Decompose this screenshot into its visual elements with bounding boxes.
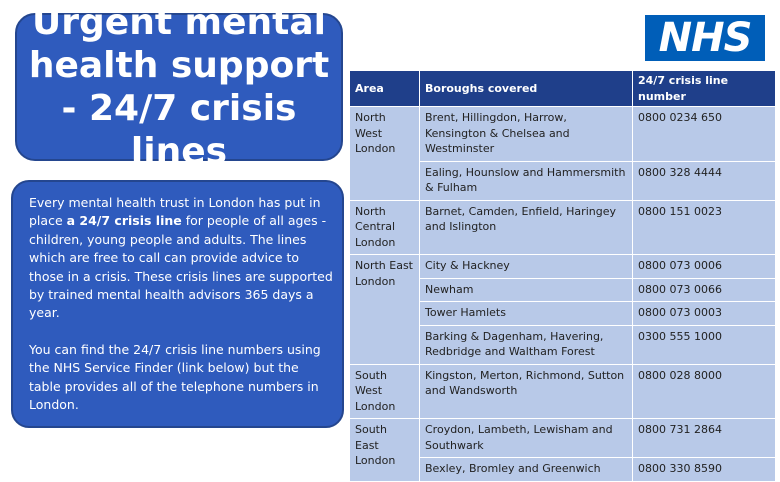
boroughs-cell: Tower Hamlets [420,302,633,326]
boroughs-cell: Barnet, Camden, Enfield, Haringey and Islington [420,200,633,255]
phone-number-cell: 0800 073 0066 [633,278,776,302]
phone-number-cell: 0800 073 0006 [633,255,776,279]
phone-number-cell: 0800 0234 650 [633,107,776,162]
phone-number-cell: 0300 555 1000 [633,325,776,364]
header-area: Area [350,71,420,107]
boroughs-cell: Kingston, Merton, Richmond, Sutton and Wandsworth [420,364,633,419]
info-panel [11,180,344,467]
title-panel [15,2,343,172]
area-cell: South West London [350,364,420,419]
info-text: for people of all ages - children, young people and adults. The lines which are free to call can provide advice to those in a crisis. These crisis lines are supported by trained mental health advisors 365 days a year. [29,213,333,321]
header-number: 24/7 crisis line number [633,71,776,107]
boroughs-cell: City & Hackney [420,255,633,279]
boroughs-cell: Ealing, Hounslow and Hammersmith & Fulham [420,161,633,200]
info-text: Every mental health trust in London has put in place [29,195,321,229]
info-paragraph-2: You can find the 24/7 crisis line numbers using the NHS Service Finder (link below) but the table provides all of the telephone numbers in London. [29,341,321,413]
info-bold-text: a 24/7 crisis line [66,213,182,229]
info-paragraph-1 [29,194,334,323]
table-row [350,419,776,458]
phone-number-cell: 0800 330 8590 [633,458,776,482]
nhs-logo: NHS [645,15,765,61]
boroughs-cell: Bexley, Bromley and Greenwich [420,458,633,482]
table-header-row [350,71,776,107]
header-boroughs: Boroughs covered [420,71,633,107]
boroughs-cell: Croydon, Lambeth, Lewisham and Southwark [420,419,633,458]
boroughs-cell: Newham [420,278,633,302]
table-row [350,107,776,162]
table-row [350,200,776,255]
phone-number-cell: 0800 073 0003 [633,302,776,326]
phone-number-cell: 0800 328 4444 [633,161,776,200]
area-cell: North West London [350,107,420,201]
table-row [350,255,776,279]
area-cell: South East London [350,419,420,482]
phone-number-cell: 0800 151 0023 [633,200,776,255]
table-row [350,364,776,419]
area-cell: North Central London [350,200,420,255]
crisis-lines-table [349,70,776,482]
service-finder-link[interactable]: https://www.nhs.uk/service-search/mental-health/find-an-urgent-mental-health-helpline [29,433,309,467]
phone-number-cell: 0800 731 2864 [633,419,776,458]
boroughs-cell: Barking & Dagenham, Havering, Redbridge and Waltham Forest [420,325,633,364]
area-cell: North East London [350,255,420,365]
page-title: Urgent mental health support - 24/7 crisis lines [28,2,330,172]
boroughs-cell: Brent, Hillingdon, Harrow, Kensington & Chelsea and Westminster [420,107,633,162]
phone-number-cell: 0800 028 8000 [633,364,776,419]
